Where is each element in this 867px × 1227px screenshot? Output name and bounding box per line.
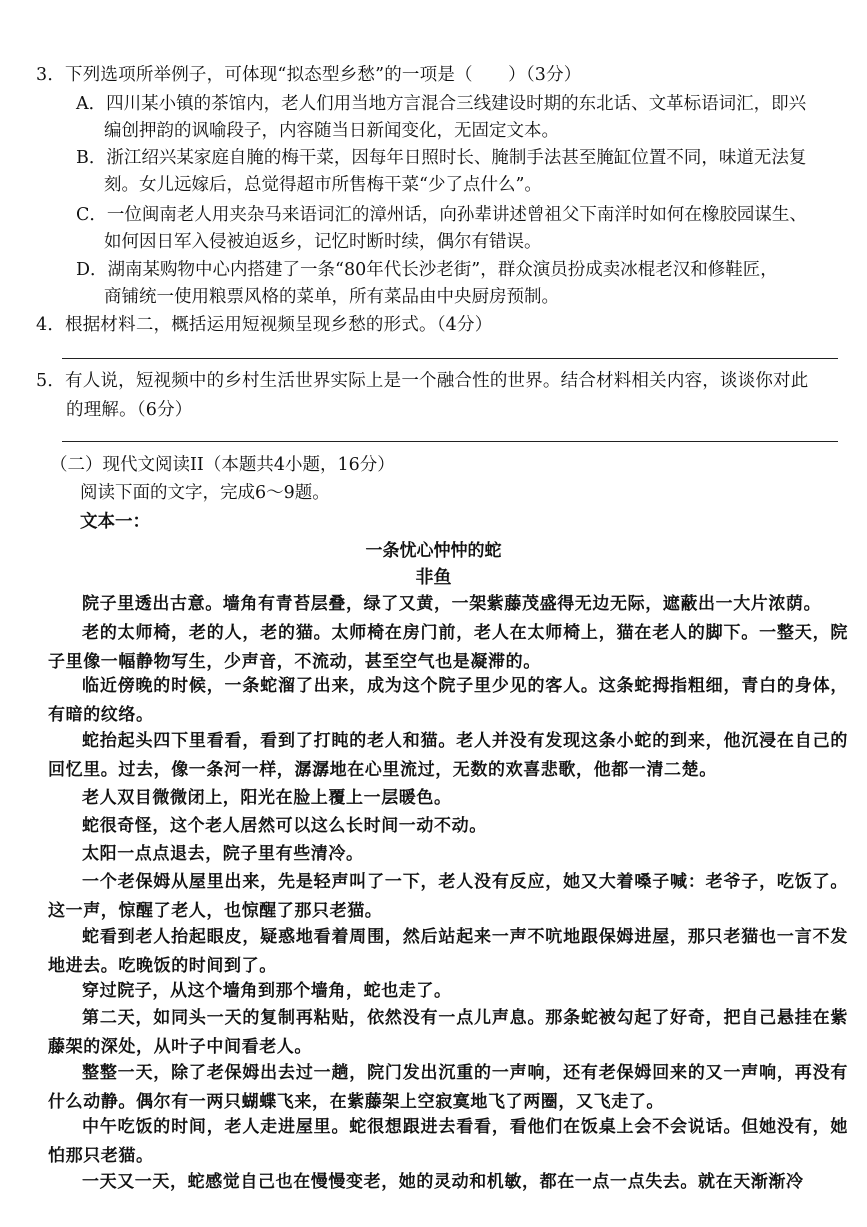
question-5-line1: 5．有人说，短视频中的乡村生活世界实际上是一个融合性的世界。结合材料相关内容，谈谈你对此 bbox=[36, 371, 809, 391]
paragraph: 蛇看到老人抬起眼皮，疑惑地看着周围，然后站起来一声不吭地跟保姆进屋，那只老猫也一言不发地进去。吃晚饭的时间到了。 bbox=[48, 927, 848, 977]
option-c-line1: C．一位闽南老人用夹杂马来语词汇的漳州话，向孙辈讲述曾祖父下南洋时如何在橡胶园谋生、 bbox=[76, 205, 807, 225]
question-4-stem: 4．根据材料二，概括运用短视频呈现乡愁的形式。（4分） bbox=[36, 315, 493, 335]
paragraph: 一天又一天，蛇感觉自己也在慢慢变老，她的灵动和机敏，都在一点一点失去。就在天渐渐冷 bbox=[82, 1172, 804, 1192]
option-d-line1: D．湖南某购物中心内搭建了一条“80年代长沙老街”，群众演员扮成卖冰棍老汉和修鞋匠， bbox=[76, 260, 778, 280]
paragraph: 院子里透出古意。墙角有青苔层叠，绿了又黄，一架紫藤茂盛得无边无际，遮蔽出一大片浓荫。 bbox=[82, 594, 822, 614]
paragraph: 整整一天，除了老保姆出去过一趟，院门发出沉重的一声响，还有老保姆回来的又一声响，再没有什么动静。偶尔有一两只蝴蝶飞来，在紫藤架上空寂寞地飞了两圈，又飞走了。 bbox=[48, 1063, 848, 1113]
story-title: 一条忧心忡忡的蛇 bbox=[365, 541, 502, 561]
paragraph: 第二天，如同头一天的复制再粘贴，依然没有一点儿声息。那条蛇被勾起了好奇，把自己悬挂在紫藤架的深处，从叶子中间看老人。 bbox=[48, 1008, 848, 1058]
story-author: 非鱼 bbox=[415, 567, 452, 588]
instruction-text: 阅读下面的文字，完成6～9题。 bbox=[80, 483, 330, 503]
paragraph: 老的太师椅，老的人，老的猫。太师椅在房门前，老人在太师椅上，猫在老人的脚下。一整天，院子里像一幅静物写生，少声音，不流动，甚至空气也是凝滞的。 bbox=[48, 623, 848, 673]
paragraph: 临近傍晚的时候，一条蛇溜了出来，成为这个院子里少见的客人。这条蛇拇指粗细，青白的身体，有暗的纹络。 bbox=[48, 676, 848, 726]
option-a-line2: 编创押韵的讽喻段子，内容随当日新闻变化，无固定文本。 bbox=[104, 121, 559, 141]
option-b-line2: 刻。女儿远嫁后，总觉得超市所售梅干菜“少了点什么”。 bbox=[104, 175, 542, 195]
paragraph: 蛇很奇怪，这个老人居然可以这么长时间一动不动。 bbox=[82, 816, 487, 836]
text-label: 文本一： bbox=[80, 512, 150, 532]
question-3-stem: 3．下列选项所举例子，可体现“拟态型乡愁”的一项是（ ）（3分） bbox=[36, 65, 582, 85]
section-heading: （二）现代文阅读II（本题共4小题，16分） bbox=[50, 455, 395, 475]
option-c-line2: 如何因日军入侵被迫返乡，记忆时断时续，偶尔有错误。 bbox=[104, 232, 542, 252]
option-d-line2: 商铺统一使用粮票风格的菜单，所有菜品由中央厨房预制。 bbox=[104, 287, 559, 307]
option-b-line1: B．浙江绍兴某家庭自腌的梅干菜，因每年日照时长、腌制手法甚至腌缸位置不同，味道无法复 bbox=[76, 148, 807, 168]
paragraph: 蛇抬起头四下里看看，看到了打盹的老人和猫。老人并没有发现这条小蛇的到来，他沉浸在自己的回忆里。过去，像一条河一样，潺潺地在心里流过，无数的欢喜悲歌，他都一清二楚。 bbox=[48, 731, 848, 781]
paragraph: 一个老保姆从屋里出来，先是轻声叫了一下，老人没有反应，她又大着嗓子喊：老爷子，吃饭了。这一声，惊醒了老人，也惊醒了那只老猫。 bbox=[48, 872, 848, 922]
paragraph: 穿过院子，从这个墙角到那个墙角，蛇也走了。 bbox=[82, 981, 452, 1001]
paragraph: 老人双目微微闭上，阳光在脸上覆上一层暖色。 bbox=[82, 788, 452, 808]
answer-line-q5 bbox=[62, 441, 838, 442]
question-5-line2: 的理解。（6分） bbox=[66, 400, 193, 420]
answer-line-q4 bbox=[62, 358, 838, 359]
paragraph: 中午吃饭的时间，老人走进屋里。蛇很想跟进去看看，看他们在饭桌上会不会说话。但她没有，她怕那只老猫。 bbox=[48, 1117, 848, 1167]
option-a-line1: A．四川某小镇的茶馆内，老人们用当地方言混合三线建设时期的东北话、文革标语词汇，即兴 bbox=[76, 94, 807, 114]
paragraph: 太阳一点点退去，院子里有些清冷。 bbox=[82, 844, 364, 864]
